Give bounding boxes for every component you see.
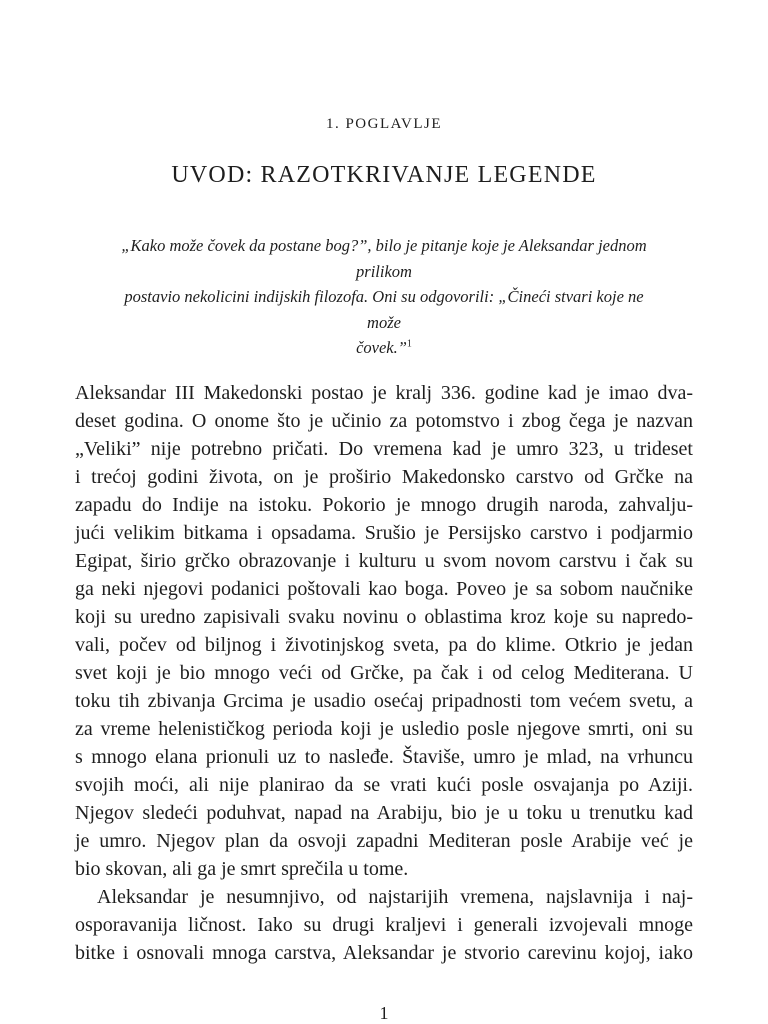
text-line: Njegov sledeći poduhvat, napad na Arabiju, bio je u toku u trenutku kad <box>75 802 693 824</box>
footnote-marker: 1 <box>406 338 412 350</box>
paragraph <box>75 379 693 883</box>
text-line: vali, počev od biljnog i životinjskog sveta, pa do klime. Otkrio je jedan <box>75 634 693 656</box>
paragraph <box>75 883 693 967</box>
text-line: osporavanija ličnost. Iako su drugi kraljevi i generali izvojevali mnoge <box>75 914 693 936</box>
chapter-title: UVOD: RAZOTKRIVANJE LEGENDE <box>171 162 597 188</box>
chapter-number: 1. POGLAVLJE <box>325 116 443 132</box>
epigraph <box>110 233 658 361</box>
text-line: bitke i osnovali mnoga carstva, Aleksandar je stvorio carevinu kojoj, iako <box>75 942 693 964</box>
text-line: s mnogo elana prionuli uz to nasleđe. Štaviše, umro je mlad, na vrhuncu <box>75 746 693 768</box>
epigraph-line-last <box>110 335 658 361</box>
text-line: jući velikim bitkama i opsadama. Srušio je Persijsko carstvo i podjarmio <box>75 522 693 544</box>
text-line: „Veliki” nije potrebno pričati. Do vremena kad je umro 323, u trideset <box>75 438 693 460</box>
text-line: deset godina. O onome što je učinio za potomstvo i zbog čega je nazvan <box>75 410 693 432</box>
text-line: i trećoj godini života, on je proširio Makedonsko carstvo od Grčke na <box>75 466 693 488</box>
text-line: bio skovan, ali ga je smrt sprečila u tome. <box>75 858 409 880</box>
text-line: zapadu do Indije na istoku. Pokorio je mnogo drugih naroda, zahvalju- <box>75 494 693 516</box>
text-line: toku tih zbivanja Grcima je usadio osećaj pripadnosti tom većem svetu, a <box>75 690 693 712</box>
epigraph-line-text: čovek.” <box>356 338 407 357</box>
epigraph-line: postavio nekolicini indijskih filozofa. Oni su odgovorili: „Čineći stvari koje ne može <box>124 287 644 332</box>
epigraph-line: „Kako može čovek da postane bog?”, bilo je pitanje koje je Aleksandar jednom prilikom <box>121 236 647 281</box>
text-line: Egipat, širio grčko obrazovanje i kulturu u svom novom carstvu i čak su <box>75 550 693 572</box>
text-line: za vreme helenističkog perioda koji je usledio posle njegove smrti, oni su <box>75 718 693 740</box>
text-line: Aleksandar III Makedonski postao je kralj 336. godine kad je imao dva- <box>75 382 693 404</box>
text-line: koji su uredno zapisivali svaku novinu o oblastima kroz koje su napredo- <box>75 606 693 628</box>
text-line: ga neki njegovi podanici poštovali kao boga. Poveo je sa sobom naučnike <box>75 578 693 600</box>
page-number: 1 <box>379 1003 389 1023</box>
text-line: svojih moći, ali nije planirao da se vrati kući posle osvajanja po Aziji. <box>75 774 693 796</box>
text-line: je umro. Njegov plan da osvoji zapadni Mediteran posle Arabije već je <box>75 830 693 852</box>
text-line: Aleksandar je nesumnjivo, od najstarijih vremena, najslavnija i naj- <box>97 886 693 908</box>
body-text <box>75 379 693 967</box>
text-line: svet koji je bio mnogo veći od Grčke, pa čak i od celog Mediterana. U <box>75 662 693 684</box>
